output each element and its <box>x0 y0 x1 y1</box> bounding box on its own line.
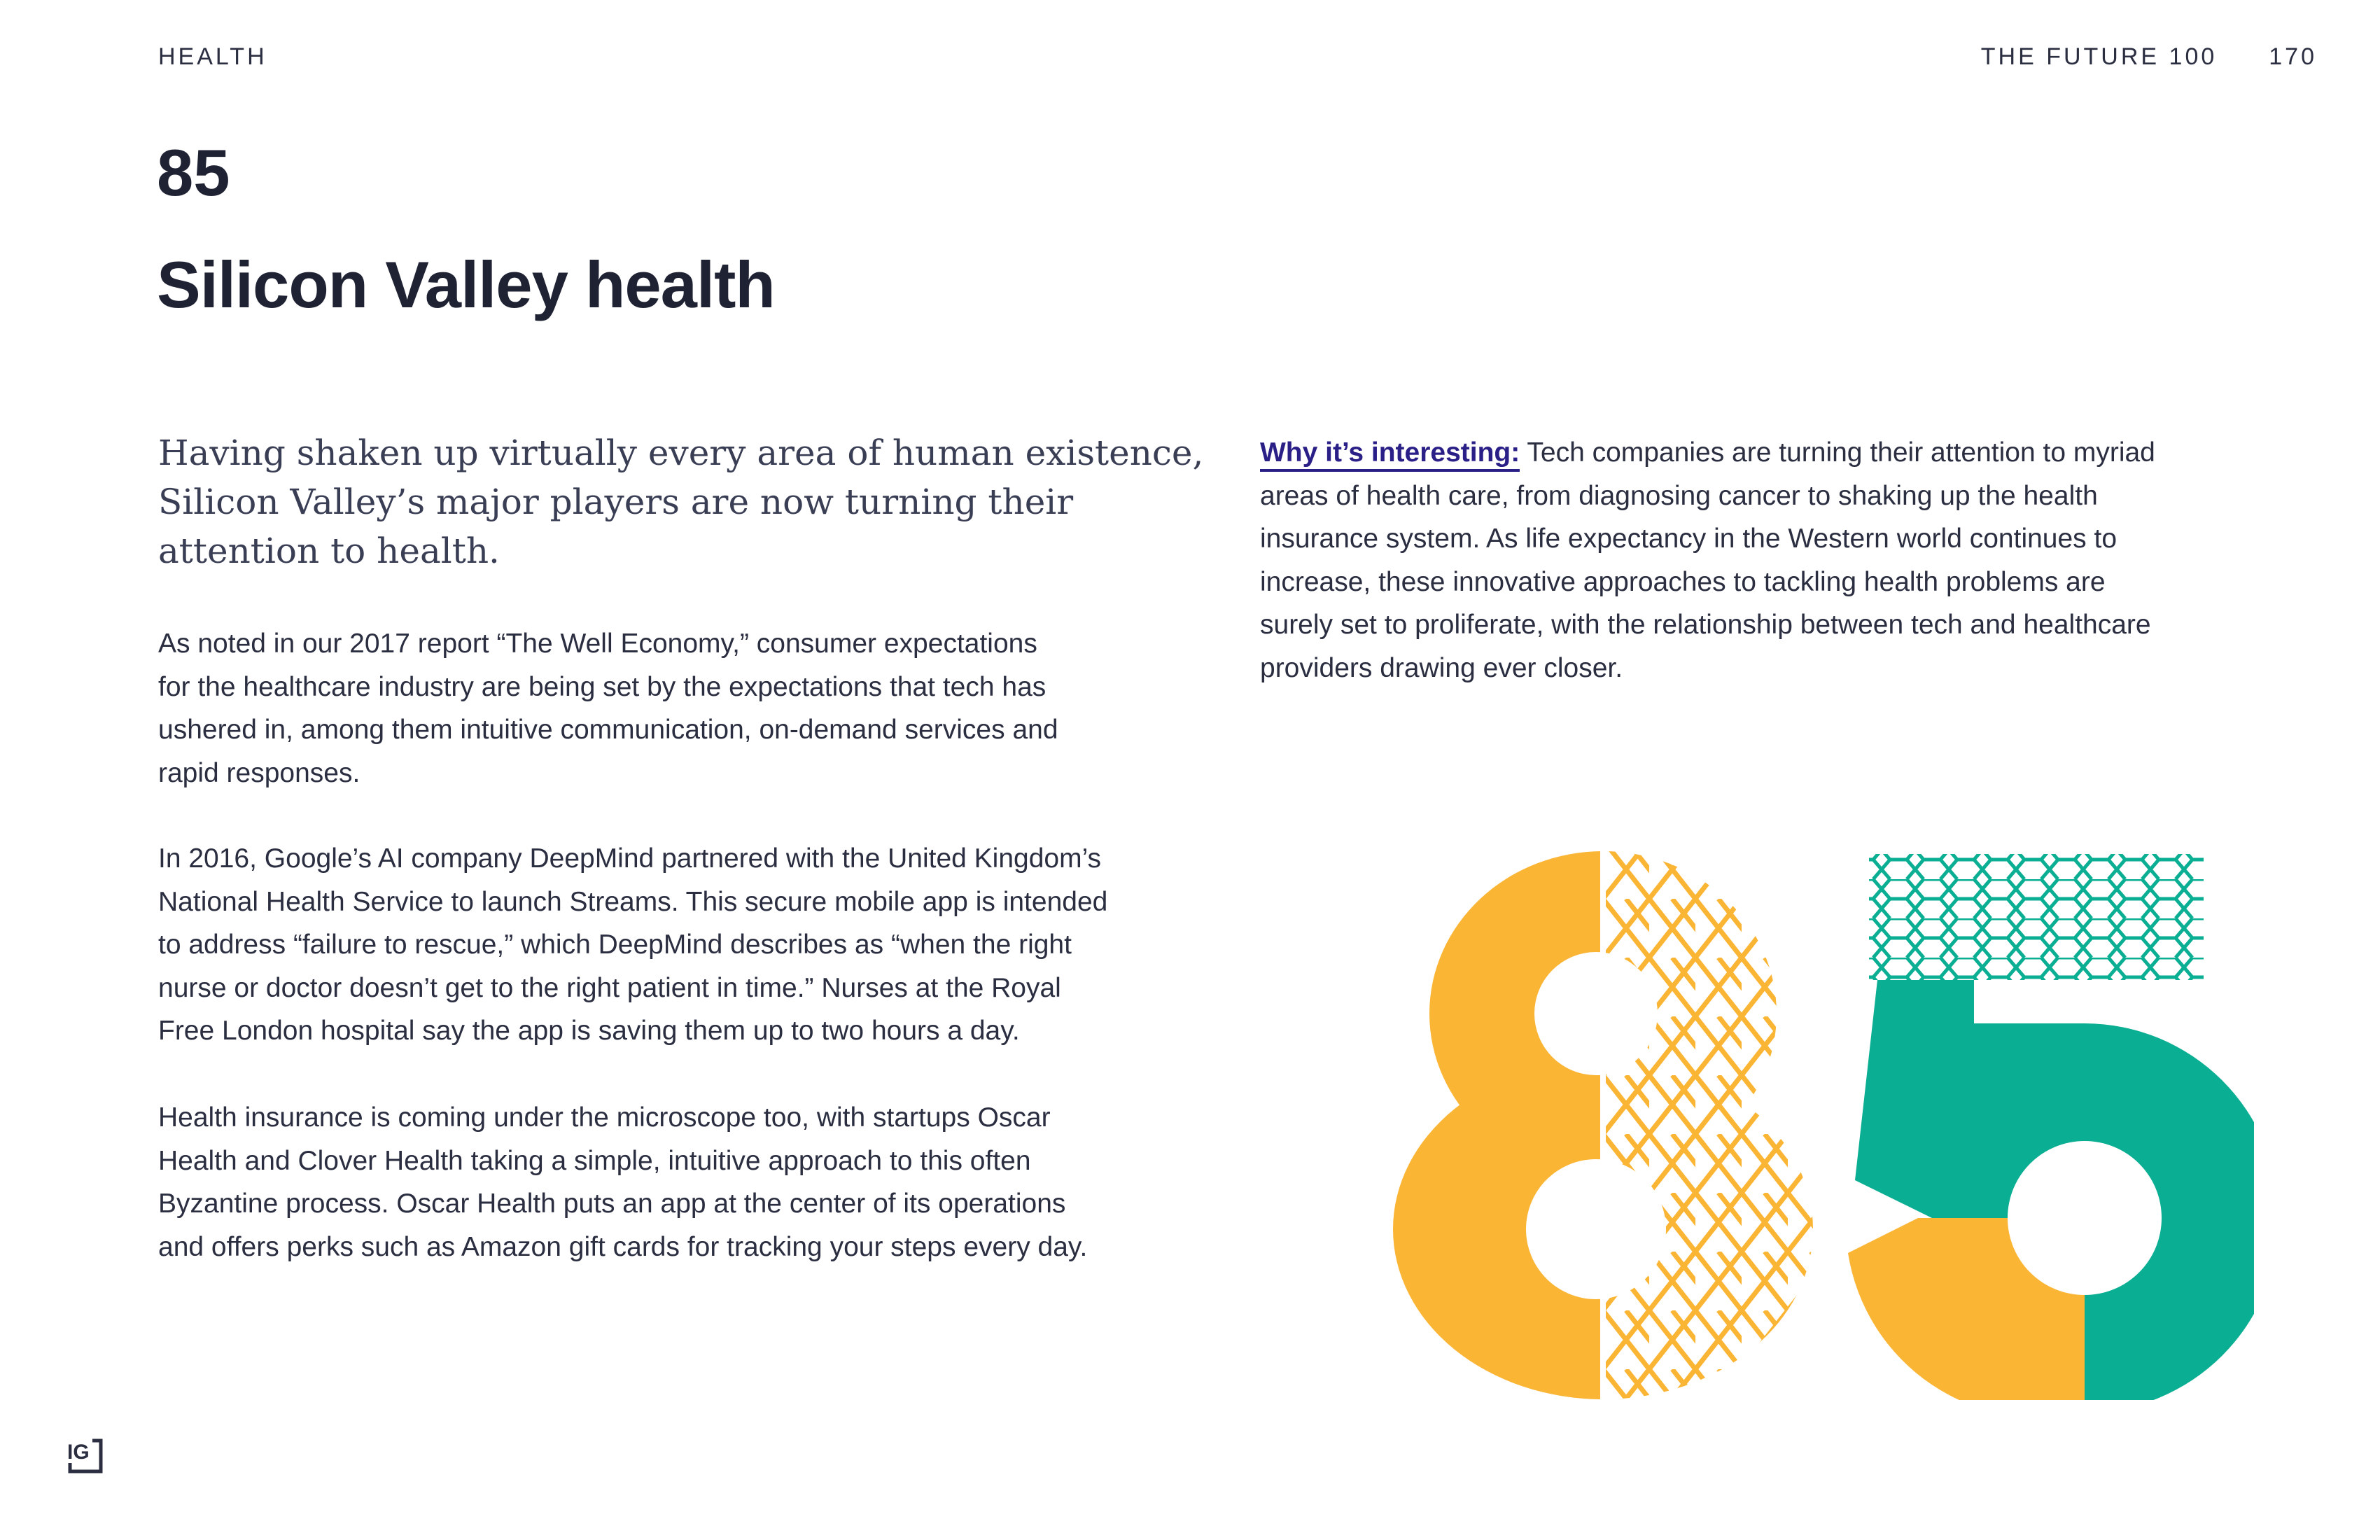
paragraph-line: Byzantine process. Oscar Health puts an app at the center of its operations <box>158 1189 1066 1219</box>
paragraph-line: ushered in, among them intuitive communication, on-demand services and <box>158 715 1058 745</box>
paragraph-line: National Health Service to launch Streams. This secure mobile app is intended <box>158 886 1108 917</box>
why-line: increase, these innovative approaches to tackling health problems are <box>1260 566 2106 597</box>
ig-logo <box>64 1435 104 1474</box>
why-interesting-label: Why it’s interesting: <box>1260 438 1520 472</box>
why-first-line-text: Tech companies are turning their attention to myriad <box>1520 438 2155 468</box>
paragraph-line: to address “failure to rescue,” which DeepMind describes as “when the right <box>158 930 1072 960</box>
why-line: providers drawing ever closer. <box>1260 652 1623 683</box>
paragraph-well-economy <box>158 622 1152 794</box>
paragraph-line: rapid responses. <box>158 757 360 788</box>
why-line: insurance system. As life expectancy in the Western world continues to <box>1260 524 2118 554</box>
trend-number: 85 <box>157 136 230 209</box>
paragraph-line: nurse or doctor doesn’t get to the right patient in time.” Nurses at the Royal <box>158 972 1061 1003</box>
intro-line: Having shaken up virtually every area of human existence, <box>158 433 1204 473</box>
paragraph-line: Health and Clover Health taking a simple, intuitive approach to this often <box>158 1145 1031 1176</box>
why-line: surely set to proliferate, with the relationship between tech and healthcare <box>1260 610 2151 640</box>
paragraph-line: In 2016, Google’s AI company DeepMind partnered with the United Kingdom’s <box>158 844 1102 874</box>
why-interesting-box <box>1260 431 2254 690</box>
paragraph-line: As noted in our 2017 report “The Well Economy,” consumer expectations <box>158 629 1037 659</box>
page-number: 170 <box>2269 43 2317 70</box>
publication-title: THE FUTURE 100 <box>1980 43 2218 70</box>
paragraph-line: and offers perks such as Amazon gift cards for tracking your steps every day. <box>158 1231 1088 1262</box>
page-header-right <box>1981 43 2317 71</box>
why-first-line <box>1260 431 2254 475</box>
intro-text <box>158 428 1204 575</box>
five-digit <box>1848 854 2254 1400</box>
paragraph-line: for the healthcare industry are being set by the expectations that tech has <box>158 671 1046 702</box>
decorative-85-graphic <box>1372 840 2254 1400</box>
intro-line: Silicon Valley’s major players are now turning their <box>158 482 1074 522</box>
why-line: areas of health care, from diagnosing cancer to shaking up the health <box>1260 480 2098 511</box>
section-label: HEALTH <box>158 43 267 70</box>
paragraph-line: Free London hospital say the app is saving them up to two hours a day. <box>158 1016 1020 1046</box>
paragraph-deepmind <box>158 837 1152 1053</box>
trend-title: Silicon Valley health <box>157 248 775 321</box>
logo-text: IG <box>67 1441 90 1464</box>
intro-line: attention to health. <box>158 531 500 571</box>
paragraph-line: Health insurance is coming under the microscope too, with startups Oscar <box>158 1102 1051 1133</box>
paragraph-insurance <box>158 1096 1152 1268</box>
